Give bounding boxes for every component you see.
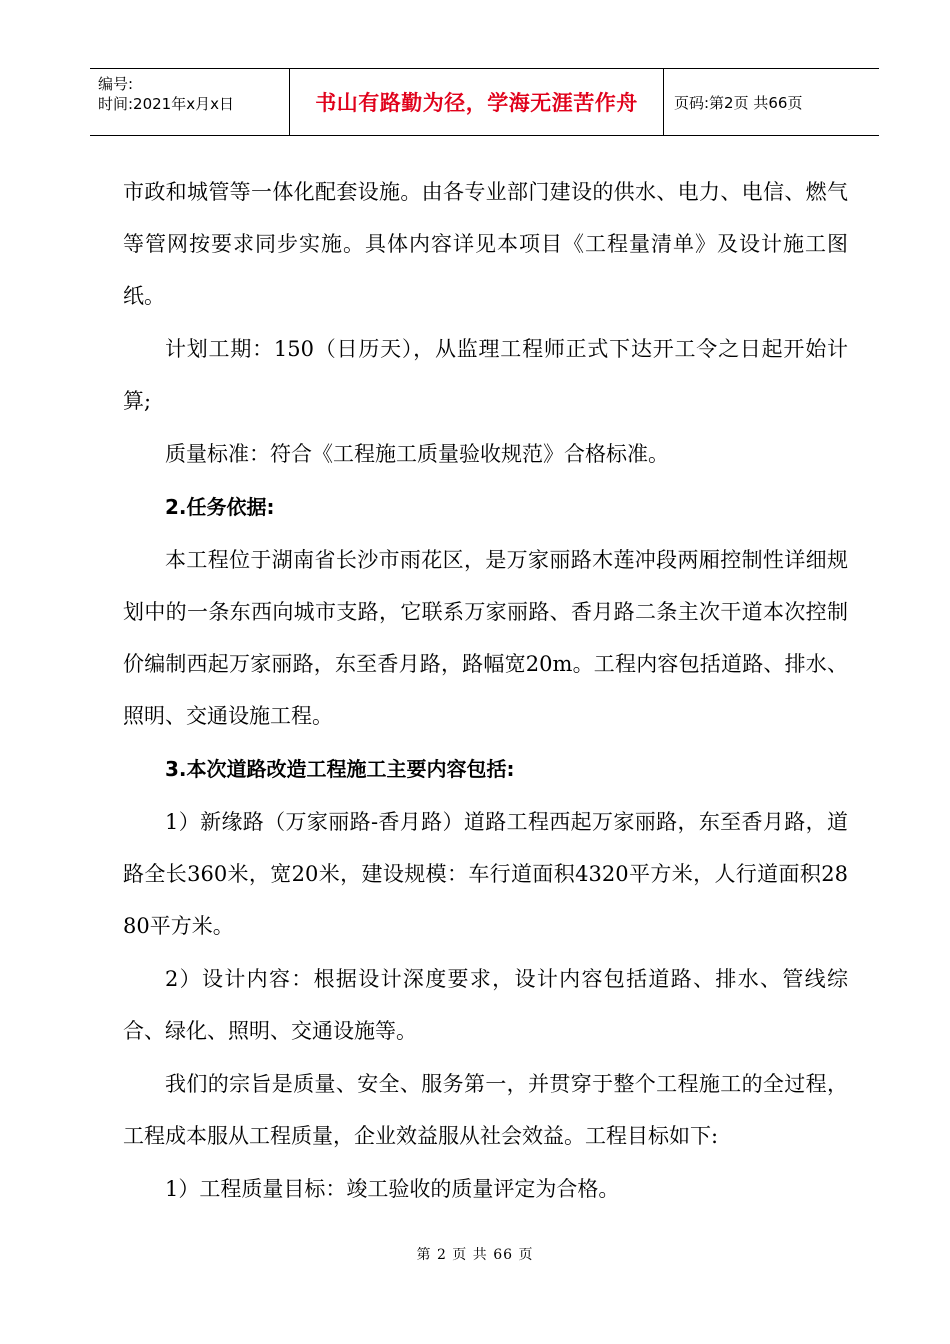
page-footer: 第 2 页 共 66 页 <box>416 1247 534 1263</box>
document-time-label: 时间:2021年x月x日 <box>98 95 234 113</box>
document-number-label: 编号: <box>98 75 134 93</box>
document-header <box>90 68 879 136</box>
paragraph-quality-standard: 质量标准：符合《工程施工质量验收规范》合格标准。 <box>165 442 669 466</box>
document-body <box>123 166 848 1216</box>
paragraph-scope-continued: 市政和城管等一体化配套设施。由各专业部门建设的供水、电力、电信、燃气等管网按要求同步实施。具体内容详见本项目《工程量清单》及设计施工图纸。 <box>123 180 848 308</box>
paragraph-mission: 我们的宗旨是质量、安全、服务第一，并贯穿于整个工程施工的全过程，工程成本服从工程质量，企业效益服从社会效益。工程目标如下: <box>123 1072 848 1148</box>
header-motto: 书山有路勤为径，学海无涯苦作舟 <box>290 69 664 135</box>
section-heading-main-content: 3.本次道路改造工程施工主要内容包括: <box>165 757 515 781</box>
section-heading-basis: 2.任务依据: <box>165 495 275 519</box>
paragraph-design-content: 2）设计内容：根据设计深度要求，设计内容包括道路、排水、管线综合、绿化、照明、交通设施等。 <box>123 967 848 1043</box>
header-page-info: 页码:第2页 共66页 <box>674 93 803 112</box>
header-meta <box>90 69 290 135</box>
paragraph-project-location: 本工程位于湖南省长沙市雨花区，是万家丽路木莲冲段两厢控制性详细规划中的一条东西向城市支路，它联系万家丽路、香月路二条主次干道本次控制价编制西起万家丽路，东至香月路，路幅宽20m。工程内容包括道路、排水、照明、交通设施工程。 <box>123 548 848 728</box>
paragraph-quality-goal: 1）工程质量目标：竣工验收的质量评定为合格。 <box>165 1177 620 1201</box>
paragraph-schedule: 计划工期：150（日历天），从监理工程师正式下达开工令之日起开始计算; <box>123 337 848 413</box>
paragraph-road-project: 1）新缘路（万家丽路-香月路）道路工程西起万家丽路，东至香月路，道路全长360米，宽20米，建设规模：车行道面积4320平方米，人行道面积2880平方米。 <box>123 810 848 938</box>
